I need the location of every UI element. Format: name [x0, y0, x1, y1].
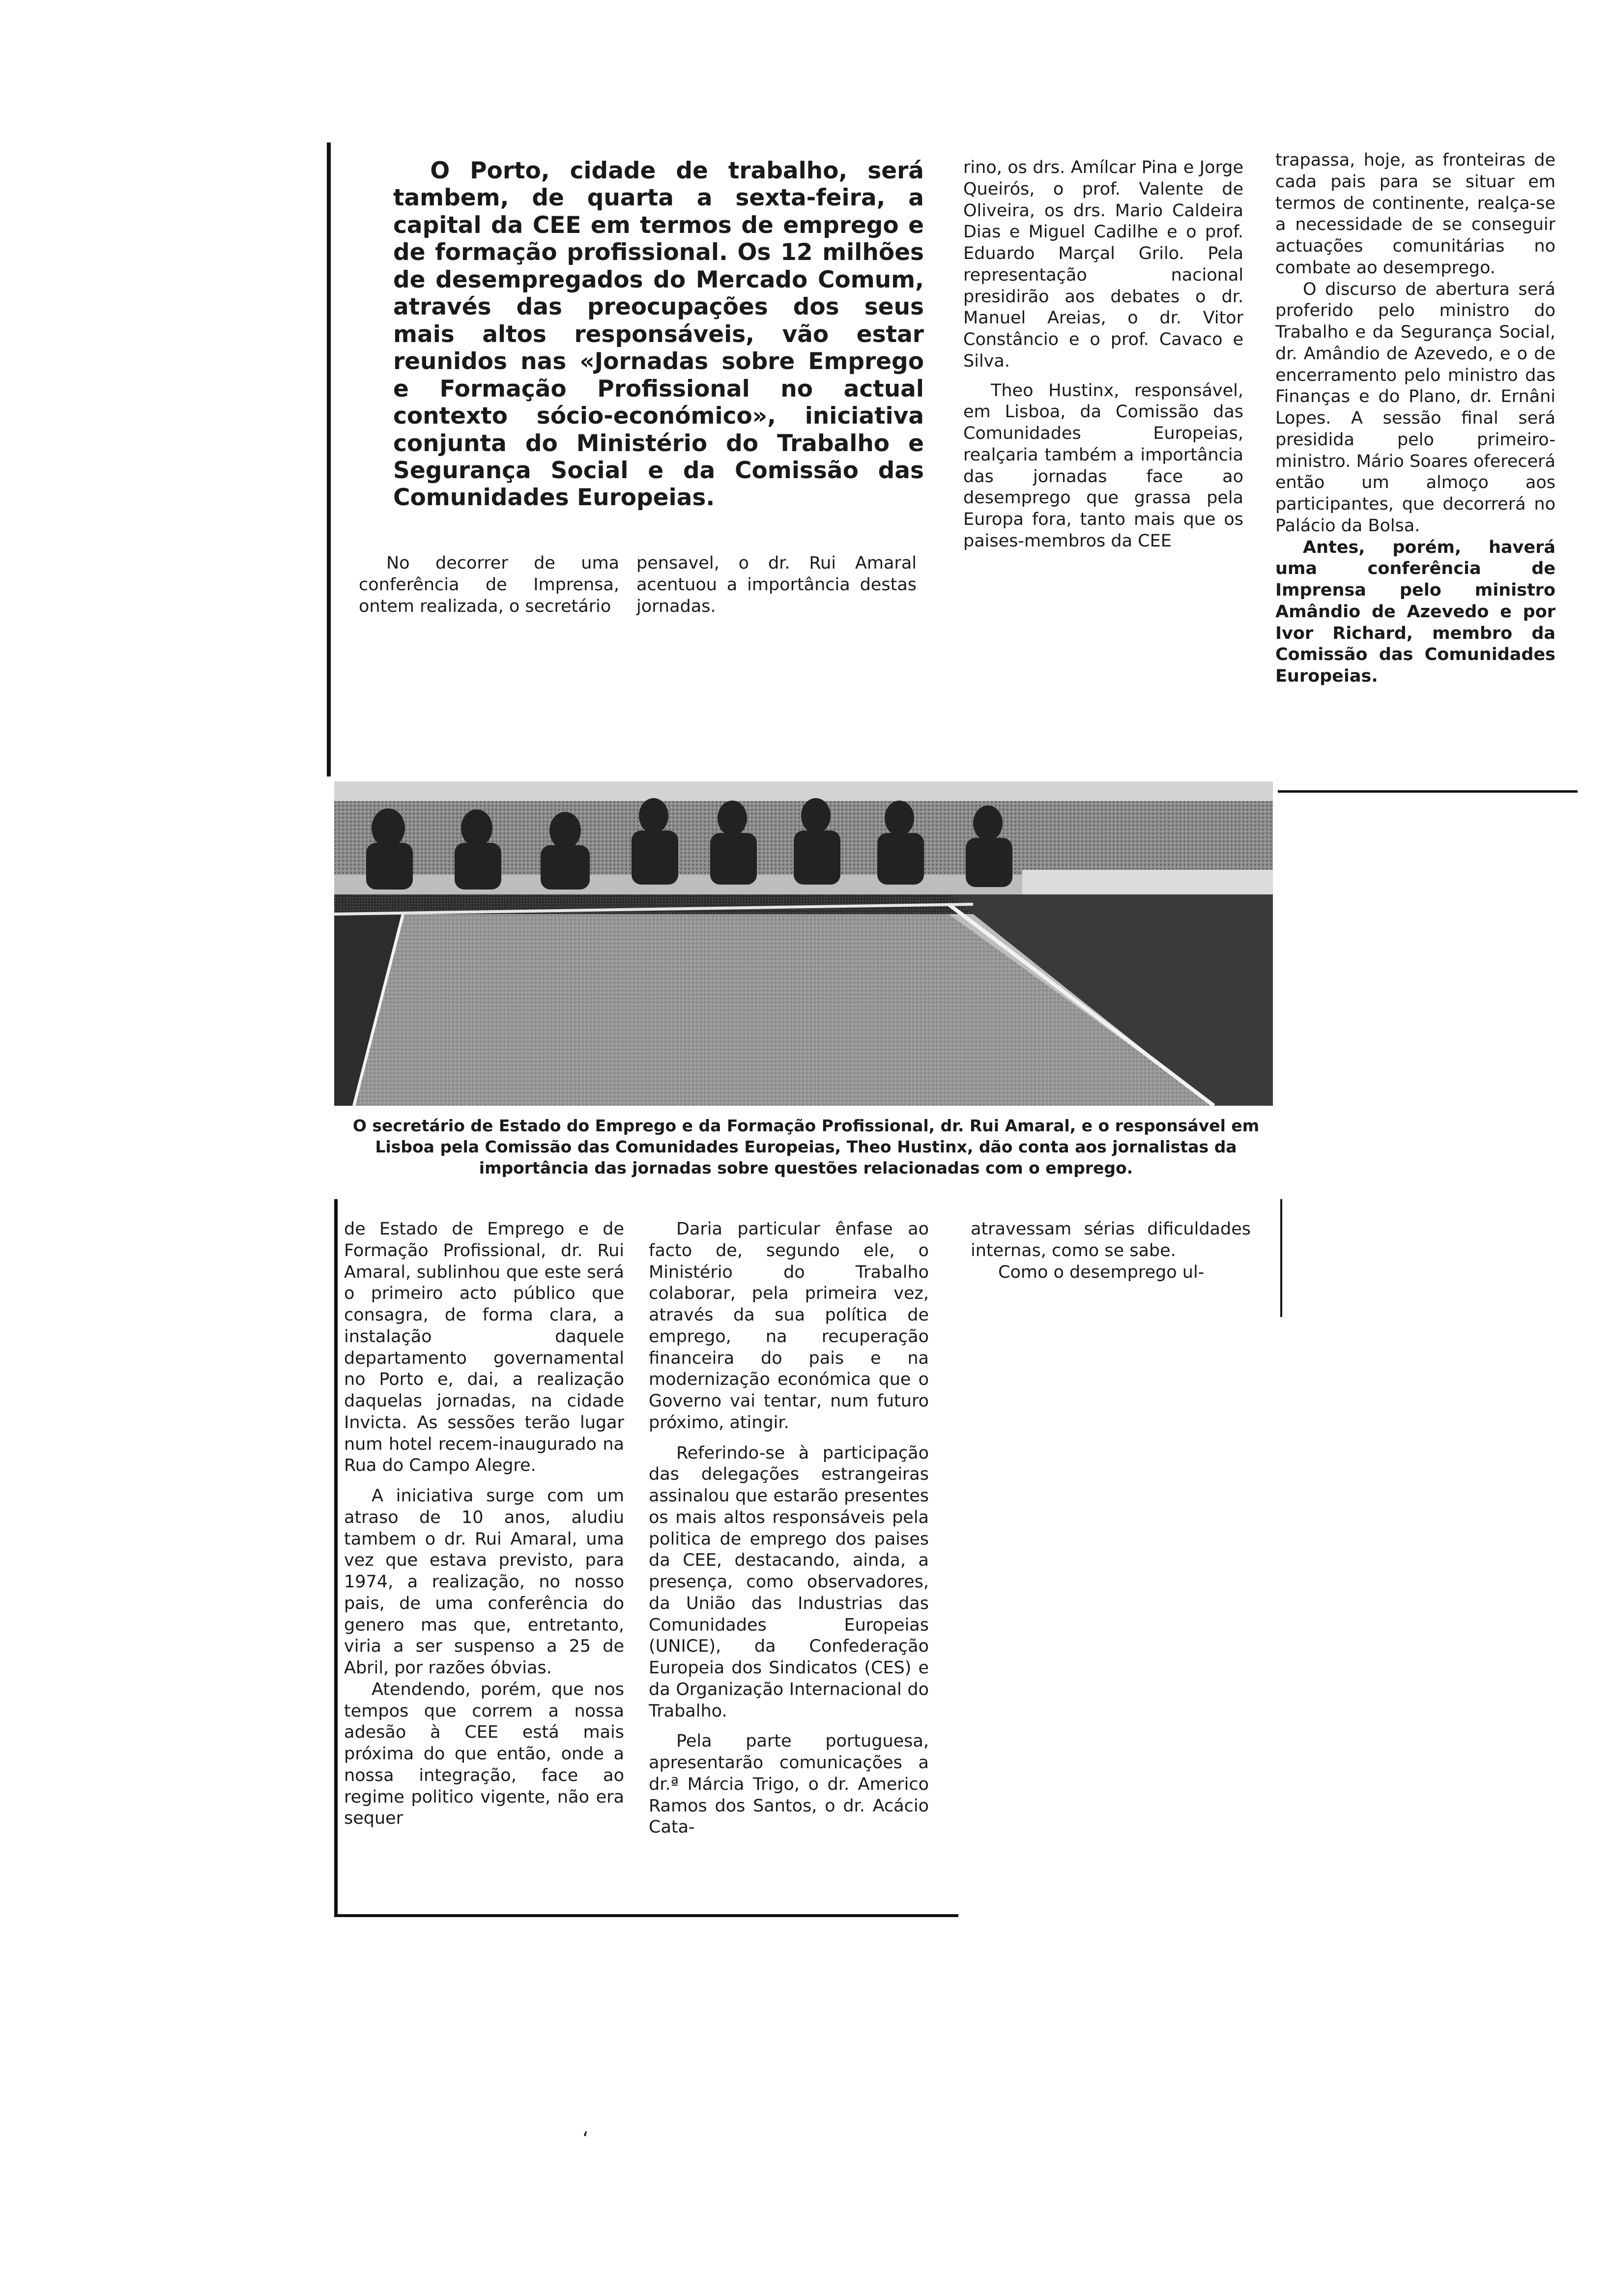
stray-mark: ‘ — [582, 2128, 589, 2151]
paragraph: Atendendo, porém, que nos tempos que correm a nossa adesão à CEE está mais próxima do que então, onde a nossa integração, face ao regime politico vigente, não era sequer — [344, 1679, 624, 1829]
column-3-top — [963, 157, 1243, 552]
paragraph: Antes, porém, haverá uma conferência de Imprensa pelo ministro Amândio de Azevedo e por Ivor Richard, membro da Comissão das Comunidades Europeias. — [1275, 537, 1555, 686]
paragraph: Theo Hustinx, responsável, em Lisboa, da Comissão das Comunidades Europeias, realçaria também a importância das jornadas face ao desemprego que grassa pela Europa fora, tanto mais que os paises-membros da CEE — [963, 380, 1243, 551]
column-3-bottom — [971, 1219, 1251, 1283]
paragraph: O discurso de abertura será proferido pelo ministro do Trabalho e da Segurança Social, dr. Amândio de Azevedo, e o de encerramento pelo ministro das Finanças e do Plano, dr. Ernâni Lopes. A sessão final será presidida pelo primeiro-ministro. Mário Soares oferecerá então um almoço aos participantes, que decorrerá no Palácio da Bolsa. — [1275, 279, 1555, 536]
photo-caption: O secretário de Estado do Emprego e da Formação Profissional, dr. Rui Amaral, e o responsável em Lisboa pela Comissão das Comunidades Europeias, Theo Hustinx, dão conta aos jornalistas da importância das jornadas sobre questões relacionadas com o emprego. — [352, 1116, 1260, 1177]
paragraph: Como o desemprego ul- — [998, 1262, 1205, 1282]
column-1-bottom — [344, 1219, 624, 1830]
paragraph: Pela parte portuguesa, apresentarão comunicações a dr.ª Márcia Trigo, o dr. Americo Ramos dos Santos, o dr. Acácio Cata- — [649, 1731, 929, 1837]
column-2-bottom — [649, 1219, 929, 1838]
lead-paragraph: O Porto, cidade de trabalho, será tambem, de quarta a sexta-feira, a capital da CEE em termos de emprego e de formação profissional. Os 12 milhões de desempregados do Mercado Comum, através das preocupações dos seus mais altos responsáveis, vão estar reunidos nas «Jornadas sobre Emprego e Formação Profissional no actual contexto sócio-económico», iniciativa conjunta do Ministério do Trabalho e Segurança Social e da Comissão das Comunidades Europeias. — [393, 157, 924, 512]
paragraph: de Estado de Emprego e de Formação Profissional, dr. Rui Amaral, sublinhou que este será o primeiro acto público que consagra, de forma clara, a instalação daquele departamento governamental no Porto e, dai, a realização daquelas jornadas, na cidade Invicta. As sessões terão lugar num hotel recem-inaugurado na Rua do Campo Alegre. — [344, 1219, 624, 1476]
column-2-top — [636, 553, 917, 617]
photo-graphic — [334, 781, 1273, 1106]
right-column-rule — [1280, 1199, 1282, 1317]
column-4-top — [1275, 150, 1555, 688]
paragraph: Daria particular ênfase ao facto de, segundo ele, o Ministério do Trabalho colaborar, pela primeira vez, através da sua política de emprego, na recuperação financeira do pais e na modernização económica que o Governo vai tentar, num futuro próximo, atingir. — [649, 1219, 929, 1433]
paragraph: trapassa, hoje, as fronteiras de cada pais para se situar em termos de continente, realça-se a necessidade de se conseguir actuações comunitárias no combate ao desemprego. — [1275, 150, 1555, 278]
left-border-rule — [327, 143, 331, 776]
paragraph: atravessam sérias dificuldades internas, como se sabe. — [971, 1219, 1251, 1261]
paragraph: Referindo-se à participação das delegações estrangeiras assinalou que estarão presentes os mais altos responsáveis pela politica de emprego dos paises da CEE, destacando, ainda, a presença, como observadores, da União das Industrias das Comunidades Europeias (UNICE), da Confederação Europeia dos Sindicatos (CES) e da Organização Internacional do Trabalho. — [649, 1443, 929, 1721]
press-conference-photo — [334, 781, 1273, 1106]
bottom-border-rule — [334, 1914, 958, 1917]
top-right-rule — [1278, 790, 1578, 793]
column-1-top — [359, 553, 619, 617]
left-border-rule-lower — [334, 1199, 338, 1917]
paragraph: No decorrer de uma conferência de Imprensa, ontem realizada, o secretário — [359, 553, 619, 616]
paragraph: pensavel, o dr. Rui Amaral acentuou a importância destas jornadas. — [636, 553, 917, 616]
paragraph: rino, os drs. Amílcar Pina e Jorge Queirós, o prof. Valente de Oliveira, os drs. Mario Caldeira Dias e Miguel Cadilhe e o prof. Eduardo Marçal Grilo. Pela representação nacional presidirão aos debates o dr. Manuel Areias, o dr. Vitor Constâncio e o prof. Cavaco e Silva. — [963, 158, 1243, 371]
paragraph: A iniciativa surge com um atraso de 10 anos, aludiu tambem o dr. Rui Amaral, uma vez que estava previsto, para 1974, a realização, no nosso pais, de uma conferência do genero mas que, entretanto, viria a ser suspenso a 25 de Abril, por razões óbvias. — [344, 1486, 624, 1678]
